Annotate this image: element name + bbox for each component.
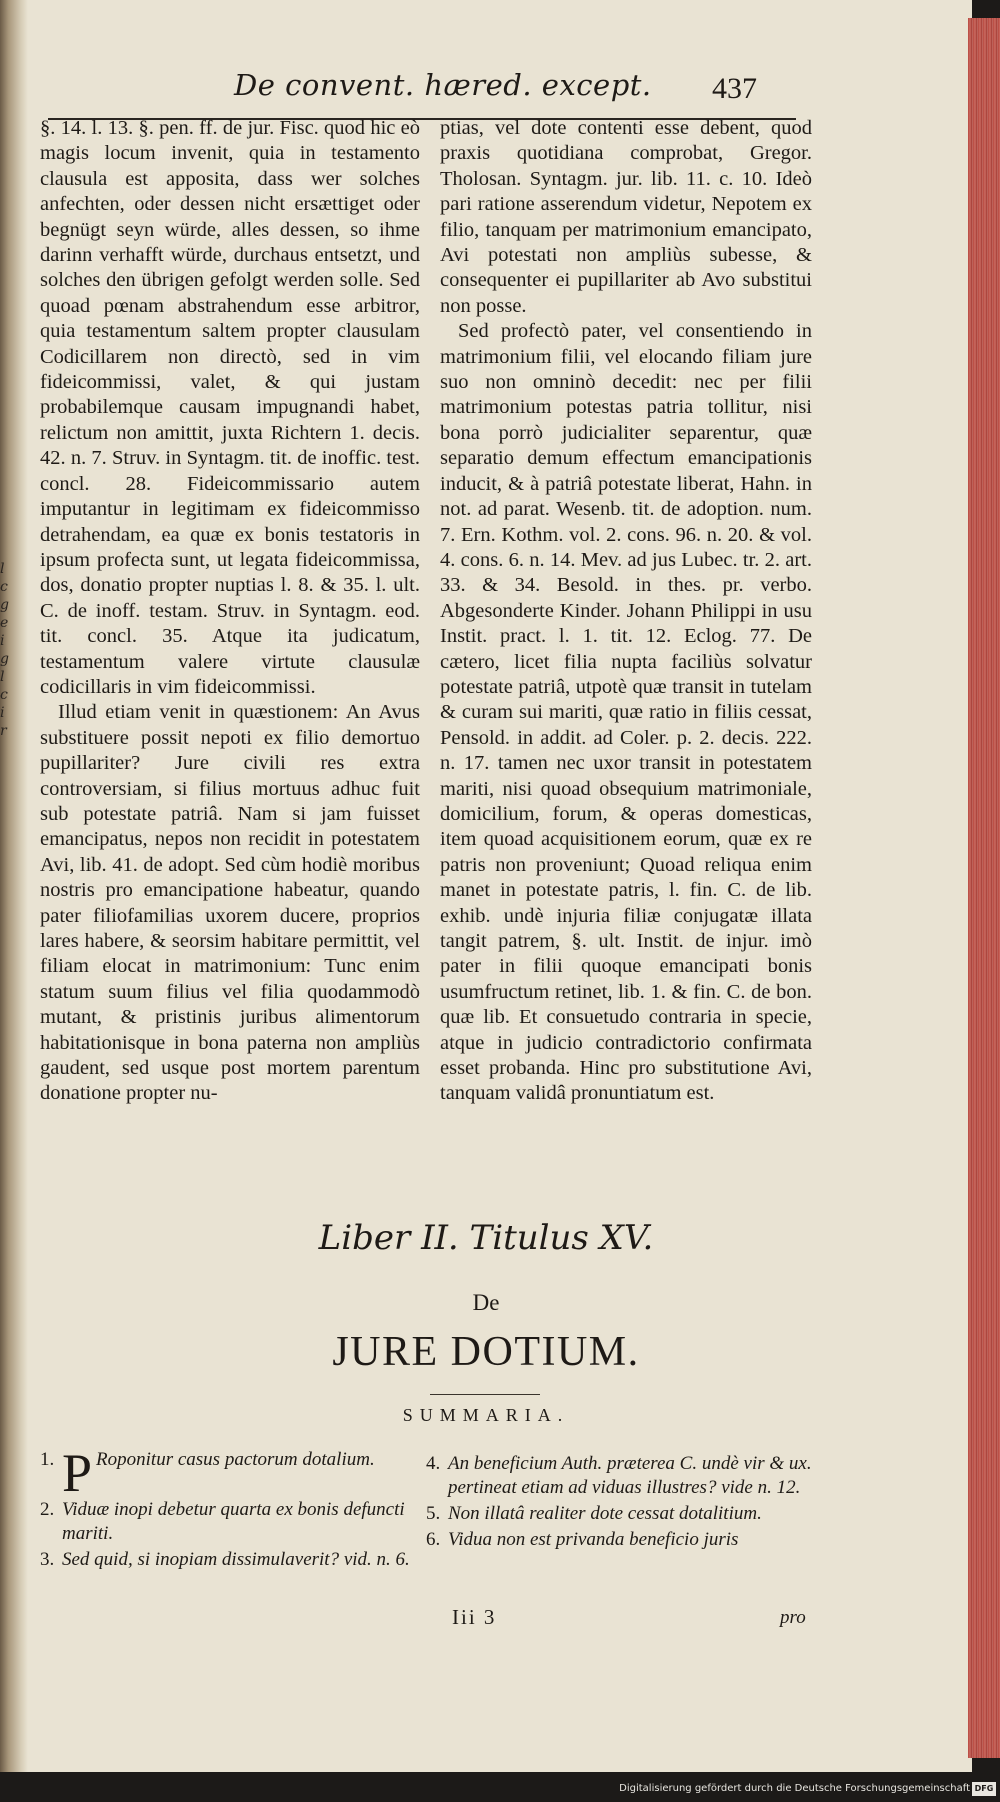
margin-mark: c xyxy=(0,579,8,595)
signature-mark: Iii 3 xyxy=(452,1605,497,1629)
margin-mark: l xyxy=(0,561,5,577)
section-title: JURE DOTIUM. xyxy=(332,1329,640,1375)
title-rule xyxy=(430,1394,540,1395)
summary-item xyxy=(40,1498,410,1546)
summary-item xyxy=(40,1548,410,1572)
margin-mark: e xyxy=(0,615,9,631)
summaria-right-column xyxy=(426,1452,812,1554)
summary-number: 3. xyxy=(40,1549,55,1570)
paragraph: Illud etiam venit in quæstionem: An Avus substituere possit nepoti ex filio demortuo pupillariter? Jure civili res extra controversiam, si filius mortuus adhuc fuit sub potestate patriâ. Nam si jam fuisset emancipatus, nepos non recidit in potestatem Avi, lib. 41. de adopt. Sed cùm hodiè moribus nostris pro emancipatione habeatur, quando pater filiofamilias uxorem ducere, proprios lares habere, & seorsim habitare permittit, vel filiam elocat in matrimonium: Tunc enim statum suum filius vel filia quodammodò mutant, & pristinis juribus alimentorum habitationisque in bona paterna non ampliùs gaudent, sed usque post mortem parentum donatione propter nu- xyxy=(40,701,420,1105)
left-column xyxy=(40,116,420,1107)
summary-text: An beneficium Auth. præterea C. undè vir & ux. pertineat etiam ad viduas illustres? vide n. 12. xyxy=(448,1453,812,1498)
summaria-left-column xyxy=(40,1443,410,1574)
running-head: De convent. hæred. except. xyxy=(234,68,652,102)
page-header xyxy=(40,68,796,120)
digitization-credit: Digitalisierung gefördert durch die Deutsche Forschungsgemeinschaft xyxy=(619,1783,970,1794)
page-edge xyxy=(968,18,1000,1758)
margin-mark: i xyxy=(0,633,5,649)
margin-mark: r xyxy=(0,723,7,739)
paragraph: Sed profectò pater, vel consentiendo in matrimonium filii, vel elocando filiam jure suo non omninò decedit: nec per filii matrimonium potestas patria tollitur, nisi bona porrò judicialiter separentur, quæ separatio demum effectum emancipationis inducit, & à patriâ potestate liberat, Hahn. in not. ad parat. Wesenb. tit. de adoption. num. 7. Ern. Kothm. vol. 2. cons. 96. n. 20. & vol. 4. cons. 6. n. 14. Mev. ad jus Lubec. tr. 2. art. 33. & 34. Besold. in thes. pr. verbo. Abgesonderte Kinder. Johann Philippi in usu Instit. pract. l. 1. tit. 12. Eclog. 77. De cætero, licet filia nupta faciliùs solvatur potestate patriâ, utpotè quæ transit in tutelam & curam sui mariti, quæ ratio in filiis cessat, Pensold. in addit. ad Coler. p. 2. decis. 222. n. 17. tamen nec uxor transit in potestatem mariti, nisi quoad obsequium matrimoniale, domicilium, forum, & operas domesticas, item quoad acquisitionem eorum, quæ ex re patris non proveniunt; Quoad reliqua enim manet in potestate patris, l. fin. C. de lib. exhib. undè injuria filiæ conjugatæ illata tangit patrem, §. ult. Instit. de injur. imò pater in filii quoque emancipati bonis usumfructum retinet, lib. 1. & fin. C. de bon. quæ lib. Et consuetudo contraria in specie, atque in judicio contradictorio confirmata esset probanda. Hinc pro substitutione Avi, tanquam validâ pronuntiatum est. xyxy=(440,320,812,1105)
summaria-heading: SUMMARIA. xyxy=(402,1405,570,1425)
summary-item xyxy=(426,1452,812,1500)
paragraph: §. 14. l. 13. §. pen. ff. de jur. Fisc. quod hic eò magis locum invenit, quia in testamento clausula est apposita, dass wer solches anfechten, oder dessen nicht ersættiget oder begnügt seyn würde, alles dessen, so ihme darinn verhafft würde, durchaus entsetzt, und solches den übrigen gefolgt werden solle. Sed quoad pœnam abstrahendum esse arbitror, quia testamentum saltem propter clausulam Codicillarem non directò, sed in vim fideicommissi, valet, & qui justam probabilemque causam impugnandi habet, relictum non amittit, juxta Richtern 1. decis. 42. n. 7. Struv. in Syntagm. tit. de inoffic. test. concl. 28. Fideicommissario autem imputantur in legitimam ex fideicommisso detrahendam, ea quæ ex bonis testatoris in ipsum profecta sunt, ut legata fideicommissa, dos, donatio propter nuptias l. 8. & 35. l. ult. C. de inoff. testam. Struv. in Syntagm. eod. tit. concl. 35. Atque ita judicatum, testamentum valere virtute clausulæ codicillaris in vim fideicommissi. xyxy=(40,117,420,698)
summary-number: 5. xyxy=(426,1503,441,1524)
summary-number: 6. xyxy=(426,1529,441,1550)
summary-item xyxy=(40,1443,410,1503)
summary-text: Sed quid, si inopiam dissimulaverit? vid. n. 6. xyxy=(62,1549,410,1570)
drop-cap: P xyxy=(62,1443,93,1503)
summary-text: Roponitur casus pactorum dotalium. xyxy=(96,1449,375,1470)
margin-marks xyxy=(0,560,14,740)
margin-mark: i xyxy=(0,705,5,721)
summary-text: Non illatâ realiter dote cessat dotalitium. xyxy=(448,1503,762,1524)
summary-number: 1. xyxy=(40,1449,55,1470)
margin-mark: g xyxy=(0,651,9,667)
page-gutter xyxy=(0,0,28,1772)
margin-mark: c xyxy=(0,687,8,703)
title-preposition: De xyxy=(472,1290,500,1315)
paragraph: ptias, vel dote contenti esse debent, quod praxis quotidiana comprobat, Gregor. Tholosan. Syntagm. jur. lib. 11. c. 10. Ideò pari ratione asserendum videtur, Nepotem ex filio, tanquam per matrimonium emancipato, Avi potestati non ampliùs subesse, & consequenter ei pupillariter ab Avo substitui non posse. xyxy=(440,117,812,317)
margin-mark: g xyxy=(0,597,9,613)
summary-number: 2. xyxy=(40,1499,55,1520)
dfg-logo: DFG xyxy=(972,1782,996,1796)
summary-item xyxy=(426,1528,812,1552)
summary-text: Viduæ inopi debetur quarta ex bonis defuncti mariti. xyxy=(62,1499,405,1544)
page-number: 437 xyxy=(712,72,757,105)
book-title: Liber II. Titulus XV. xyxy=(318,1218,654,1258)
margin-mark: l xyxy=(0,669,5,685)
right-column xyxy=(440,116,812,1107)
summary-text: Vidua non est privanda beneficio juris xyxy=(448,1529,739,1550)
summary-item xyxy=(426,1502,812,1526)
catchword: pro xyxy=(780,1607,806,1628)
summary-number: 4. xyxy=(426,1453,441,1474)
